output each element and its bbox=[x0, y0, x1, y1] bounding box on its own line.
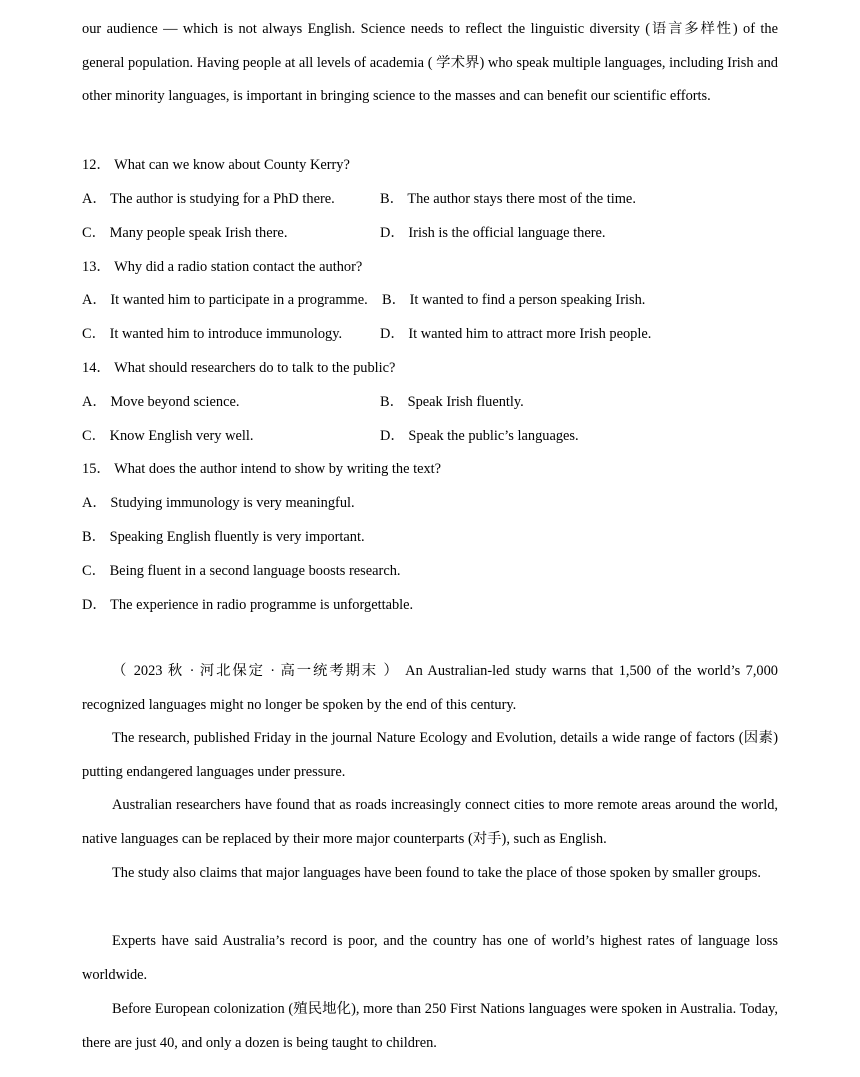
question-13-option-a: A． It wanted him to participate in a programme. bbox=[82, 292, 368, 308]
question-14-stem: 14． What should researchers do to talk to the public? bbox=[82, 360, 396, 376]
passage-source: （ 2023 秋 · 河北保定 · 高一统考期末 ） bbox=[112, 663, 400, 679]
question-15-option-c: C． Being fluent in a second language boosts research. bbox=[82, 563, 401, 579]
question-12-option-a: A． The author is studying for a PhD there. bbox=[82, 191, 335, 207]
question-14-option-c: C． Know English very well. bbox=[82, 428, 254, 444]
passage-paragraph-4: The study also claims that major languages have been found to take the place of those spoken by smaller groups. bbox=[112, 865, 761, 881]
question-15-option-b: B． Speaking English fluently is very important. bbox=[82, 529, 365, 545]
passage-paragraph-5: Experts have said Australia’s record is poor, and the country has one of world’s highest rates of language loss worldwide. bbox=[82, 933, 778, 983]
passage-paragraph-3: Australian researchers have found that as roads increasingly connect cities to more remote areas around the world, native languages can be replaced by their more major counterparts (对手), such as English. bbox=[82, 797, 778, 847]
question-15-stem: 15． What does the author intend to show by writing the text? bbox=[82, 461, 442, 477]
question-15-option-a: A． Studying immunology is very meaningful. bbox=[82, 495, 355, 511]
question-12-option-c: C． Many people speak Irish there. bbox=[82, 225, 288, 241]
question-12-stem: 12． What can we know about County Kerry? bbox=[82, 157, 350, 173]
passage-paragraph-1 bbox=[82, 655, 778, 722]
intro-paragraph: our audience — which is not always English. Science needs to reflect the linguistic diversity (语言多样性) of the general population. Having people at all levels of academia ( 学术界) who speak multiple languages, including Irish and other minority languages, is important in bringing science to the masses and can benefit our scientific efforts. bbox=[82, 21, 778, 104]
question-15-option-d: D． The experience in radio programme is unforgettable. bbox=[82, 597, 414, 613]
question-14-option-b: B． Speak Irish fluently. bbox=[380, 394, 524, 410]
question-13-option-c: C． It wanted him to introduce immunology. bbox=[82, 326, 343, 342]
passage-paragraph-1-text: An Australian-led study warns that 1,500 of the world’s 7,000 recognized languages might no longer be spoken by the end of this century. bbox=[82, 663, 778, 713]
question-13-option-d: D． It wanted him to attract more Irish people. bbox=[380, 326, 652, 342]
question-13-option-b: B． It wanted to find a person speaking Irish. bbox=[382, 292, 646, 308]
question-14-option-d: D． Speak the public’s languages. bbox=[380, 428, 579, 444]
passage-paragraph-6: Before European colonization (殖民地化), more than 250 First Nations languages were spoken in Australia. Today, there are just 40, and only a dozen is being taught to children. bbox=[82, 1001, 778, 1051]
question-13-stem: 13． Why did a radio station contact the author? bbox=[82, 259, 363, 275]
question-12-option-d: D． Irish is the official language there. bbox=[380, 225, 606, 241]
question-14-option-a: A． Move beyond science. bbox=[82, 394, 240, 410]
question-12-option-b: B． The author stays there most of the time. bbox=[380, 191, 636, 207]
passage-paragraph-2: The research, published Friday in the journal Nature Ecology and Evolution, details a wide range of factors (因素) putting endangered languages under pressure. bbox=[82, 730, 778, 780]
